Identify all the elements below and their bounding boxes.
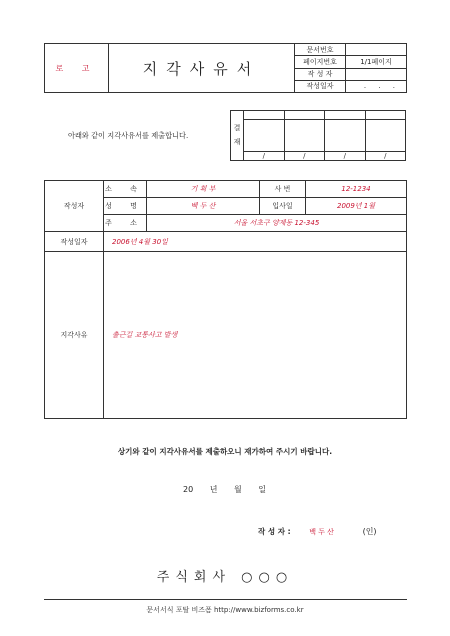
approval-table xyxy=(230,110,406,161)
approval-date-3[interactable]: / xyxy=(325,152,366,161)
author-value[interactable] xyxy=(346,68,407,80)
join-date-value[interactable]: 2009년 1월 xyxy=(306,198,407,215)
approval-date-1[interactable]: / xyxy=(244,152,285,161)
approval-title-3 xyxy=(325,111,366,120)
document-title: 지각사유서 xyxy=(109,44,295,93)
approval-side-label: 결 재 xyxy=(231,111,244,161)
doc-number-label: 문서번호 xyxy=(295,44,346,56)
name-label: 성 명 xyxy=(104,198,147,215)
created-date-label: 작성일자 xyxy=(295,80,346,92)
writer-label: 작 성 자 : xyxy=(258,527,291,536)
created-date-value[interactable]: . . . xyxy=(346,80,407,92)
employee-number-value[interactable]: 12-1234 xyxy=(306,181,407,198)
approval-sign-3[interactable] xyxy=(325,120,366,152)
approval-sign-1[interactable] xyxy=(244,120,285,152)
writing-date-value[interactable]: 2006년 4월 30일 xyxy=(104,232,407,252)
seal-mark: (인) xyxy=(362,527,377,536)
approval-title-2 xyxy=(284,111,325,120)
footer-credit: 문서서식 포탈 비즈폼 http://www.bizforms.co.kr xyxy=(146,606,304,614)
document-header-table xyxy=(44,43,407,93)
footer-divider xyxy=(44,599,407,600)
approval-title-1 xyxy=(244,111,285,120)
approval-title-4 xyxy=(365,111,406,120)
lateness-form-table xyxy=(44,180,407,419)
company-name: 주식회사 ○○○ xyxy=(156,570,294,585)
reason-value[interactable]: 출근길 교통사고 발생 xyxy=(104,252,407,419)
name-value[interactable]: 백 두 산 xyxy=(147,198,260,215)
page-number-label: 페이지번호 xyxy=(295,56,346,68)
writer-signature-line xyxy=(258,526,377,537)
join-date-label: 입사일 xyxy=(260,198,306,215)
page-number-value: 1/1페이지 xyxy=(346,56,407,68)
department-value[interactable]: 기 획 부 xyxy=(147,181,260,198)
reason-label: 지각사유 xyxy=(45,252,104,419)
approval-sign-2[interactable] xyxy=(284,120,325,152)
address-value[interactable]: 서울 서초구 양재동 12-345 xyxy=(147,215,407,232)
logo-placeholder: 로 고 xyxy=(45,44,109,93)
approval-date-2[interactable]: / xyxy=(284,152,325,161)
closing-statement: 상기와 같이 지각사유서를 제출하오니 재가하여 주시기 바랍니다. xyxy=(117,447,333,456)
department-label: 소 속 xyxy=(104,181,147,198)
submit-statement: 아래와 같이 지각사유서를 제출합니다. xyxy=(68,131,189,140)
doc-number-value[interactable] xyxy=(346,44,407,56)
date-line[interactable]: 20 년 월 일 xyxy=(183,485,266,494)
author-label: 작 성 자 xyxy=(295,68,346,80)
approval-sign-4[interactable] xyxy=(365,120,406,152)
writer-section-label: 작성자 xyxy=(45,181,104,232)
approval-date-4[interactable]: / xyxy=(365,152,406,161)
writing-date-label: 작성일자 xyxy=(45,232,104,252)
writer-name[interactable]: 백 두 산 xyxy=(309,528,334,536)
address-label: 주 소 xyxy=(104,215,147,232)
employee-number-label: 사 번 xyxy=(260,181,306,198)
